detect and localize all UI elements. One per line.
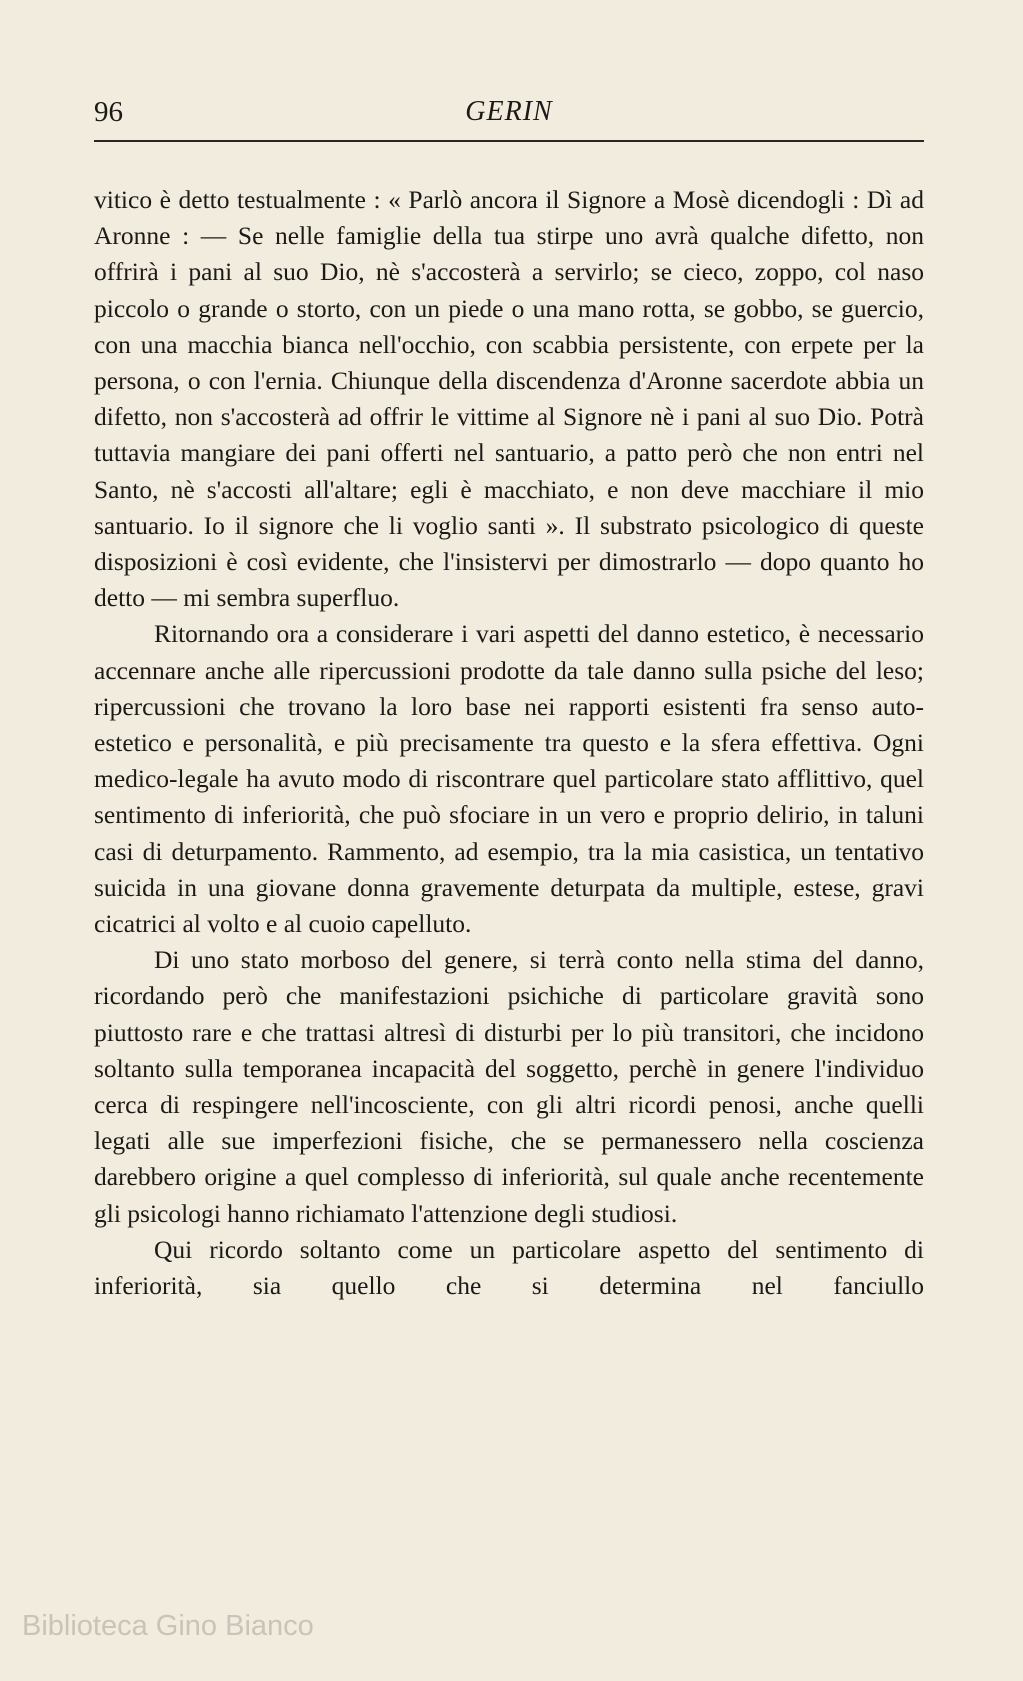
running-title: GERIN [465,96,553,127]
page-number: 96 [94,96,123,128]
paragraph: Di uno stato morboso del genere, si terrà conto nella stima del danno, ricordando però che manifestazioni psichiche di particolare gravità sono piuttosto rare e che trattasi altresì di disturbi per lo più transitori, che incidono soltanto sulla temporanea incapacità del soggetto, perchè in genere l'individuo cerca di respingere nell'incosciente, con gli altri ricordi penosi, anche quelli legati alle sue imperfezioni fisiche, che se permanessero nella coscienza darebbero origine a quel complesso di inferiorità, sul quale anche recentemente gli psicologi hanno richiamato l'attenzione degli studiosi. [94,945,924,1228]
paragraph: vitico è detto testualmente : « Parlò ancora il Signore a Mosè dicendogli : Dì ad Aronne : — Se nelle famiglie della tua stirpe uno avrà qualche difetto, non offrirà i pani al suo Dio, nè s'accosterà a servirlo; se cieco, zoppo, col naso piccolo o grande o storto, con un piede o una mano rotta, se gobbo, se guercio, con una macchia bianca nell'occhio, con scabbia persistente, con erpete per la persona, o con l'ernia. Chiunque della discendenza d'Aronne sacerdote abbia un difetto, non s'accosterà ad offrir le vittime al Signore nè i pani al suo Dio. Potrà tuttavia mangiare dei pani offerti nel santuario, a patto però che non entri nel Santo, nè s'accosti all'altare; egli è macchiato, e non deve macchiare il mio santuario. Io il signore che li voglio santi ». Il substrato psicologico di queste disposizioni è così evidente, che l'insistervi per dimostrarlo — dopo quanto ho detto — mi sembra superfluo. [94,185,924,613]
paragraph: Qui ricordo soltanto come un particolare aspetto del sentimento di inferiorità, sia quello che si determina nel fanciullo [94,1234,924,1301]
library-watermark: Biblioteca Gino Bianco [22,1610,314,1642]
body-text [94,182,924,1304]
paragraph: Ritornando ora a considerare i vari aspetti del danno estetico, è necessario accennare anche alle ripercussioni prodotte da tale danno sulla psiche del leso; ripercussioni che trovano la loro base nei rapporti esistenti fra senso auto-estetico e personalità, e più precisamente tra questo e la sfera effettiva. Ogni medico-legale ha avuto modo di riscontrare quel particolare stato afflittivo, quel sentimento di inferiorità, che può sfociare in un vero e proprio delirio, in taluni casi di deturpamento. Rammento, ad esempio, tra la mia casistica, un tentativo suicida in una giovane donna gravemente deturpata da multiple, estese, gravi cicatrici al volto e al cuoio capelluto. [94,619,924,939]
header-rule [94,140,924,142]
page-header [94,92,924,132]
